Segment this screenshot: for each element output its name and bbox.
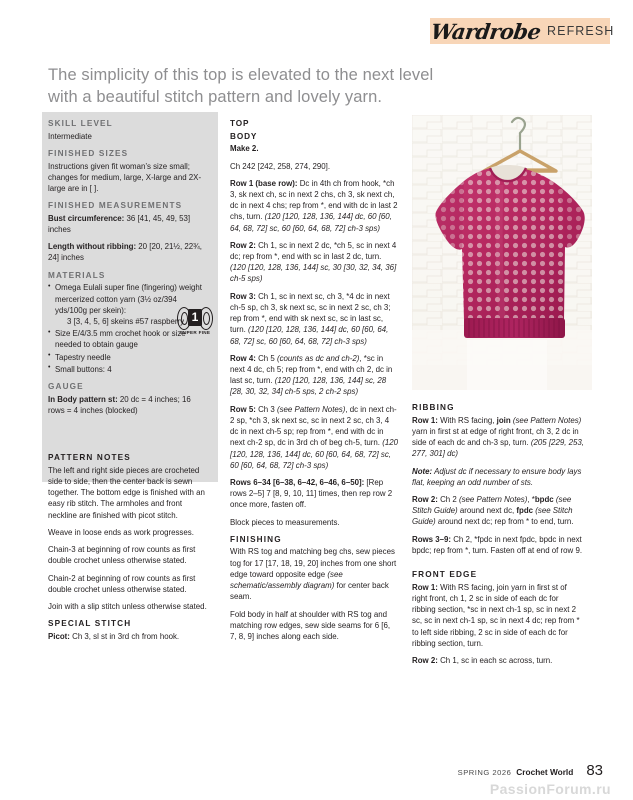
garment-photo (412, 115, 592, 390)
length-without-ribbing (48, 241, 208, 263)
row-5-text-2: , dc in next ch-2 sp, *ch 3, sk next sc, sc in next 2 sc, ch 3, 4 dc in next ch-5 sp; rep from *, end with dc in next ch-2 sp, dc in 3rd ch of beg ch-5, turn. (230, 404, 397, 448)
pattern-notes-heading: PATTERN NOTES (48, 453, 131, 463)
row-5-note: (see Pattern Notes) (276, 404, 346, 414)
finishing-p1b: for center back seam. (230, 581, 389, 602)
pattern-note-4: Chain-2 at beginning of row counts as first double crochet unless otherwise stated. (48, 573, 196, 594)
list-item: • Tapestry needle (48, 352, 208, 363)
picot-label: Picot: (48, 631, 70, 641)
yarn-weight-number: 1 (188, 309, 202, 326)
rows-range-label: Rows 6–34 [6–38, 6–42, 6–46, 6–50]: (230, 477, 365, 487)
row-1-label: Row 1 (base row): (230, 178, 298, 188)
ribbing-note-text: Adjust dc if necessary to ensure body lays flat, keeping an odd number of sts. (412, 466, 582, 487)
picot-value: Ch 3, sl st in 3rd ch from hook. (69, 631, 180, 641)
row-4 (230, 353, 398, 398)
row-1-count: (120 [120, 128, 136, 144] dc, 60 [60, 64, 68, 72] sc, 60 [60, 64, 68, 72] ch-3 sps) (230, 212, 392, 233)
top-heading: TOP (230, 119, 250, 128)
list-item: • Size E/4/3.5 mm crochet hook or size needed to obtain gauge (48, 328, 208, 350)
finishing-paragraph-1 (230, 546, 398, 602)
finishing-paragraph-2: Fold body in half at shoulder with RS tog and matching row edges, sew side seams for 6 [6, 7, 8, 9] inches along each side. (230, 609, 391, 642)
pattern-note-3: Chain-3 at beginning of row counts as first double crochet unless otherwise stated. (48, 545, 196, 566)
ribbing-row-2a: Ch 2 (437, 494, 459, 504)
bust-value: 36 [41, 45, 49, 53] inches (48, 213, 191, 235)
row-5-text: Ch 3 (255, 404, 277, 414)
garment-photo-illustration (412, 115, 592, 390)
ribbing-row-1a: With RS facing, (437, 415, 497, 425)
block-pieces: Block pieces to measurements. (230, 517, 340, 527)
ribbing-rows-3-9-label: Rows 3–9: (412, 534, 452, 544)
ribbing-bpdc: bpdc (534, 494, 554, 504)
ribbing-row-1-count: (205 [229, 253, 277, 301] dc) (412, 438, 584, 459)
row-2-count: (120 [120, 128, 136, 144] sc, 30 [30, 32, 34, 36] ch-5 sps) (230, 263, 397, 284)
front-edge-row-2 (412, 655, 584, 666)
ribbing-rows-3-9 (412, 534, 584, 556)
watermark: PassionForum.ru (489, 781, 611, 797)
banner-script-word: Wardrobe (428, 18, 542, 44)
row-3 (230, 291, 398, 347)
material-yarn: Omega Eulali super fine (fingering) weight mercerized cotton yarn (3½ oz/394 yds/100g per skein): (55, 283, 202, 315)
pattern-note-2: Weave in loose ends as work progresses. (48, 527, 194, 537)
banner-sub-word: REFRESH (547, 23, 615, 38)
yarn-weight-symbol-icon (176, 306, 214, 340)
length-value: 20 [20, 21½, 22¾, 24] inches (48, 242, 202, 263)
ribbing-row-2-note-1: (see Pattern Notes) (458, 494, 528, 504)
row-5-count: (120 [120, 128, 136, 144] dc, 60 [60, 64, 68, 72] sc, 60 [60, 64, 68, 72] ch-3 sps) (230, 438, 398, 470)
row-5 (230, 404, 398, 471)
special-stitch-picot (48, 631, 208, 642)
ribbing-row-2b: , * (527, 494, 535, 504)
middle-column (230, 118, 398, 648)
wardrobe-refresh-banner (430, 15, 615, 47)
ribbing-row-2c: around next dc, (457, 506, 517, 516)
front-edge-heading: FRONT EDGE (412, 570, 478, 580)
bust-label: Bust circumference: (48, 213, 125, 223)
yarn-weight-label: SUPER FINE (179, 330, 211, 335)
deck-line-2: with a beautiful stitch pattern and lovely yarn. (48, 88, 383, 107)
row-4-text: Ch 5 (255, 353, 277, 363)
rows-range (230, 477, 398, 511)
page-number: 83 (586, 762, 603, 779)
row-1-text: Dc in 4th ch from hook, *ch 3, sk next ch, sc in next 2 chs, ch 3, sk next ch, dc in next 4 chs; rep from *, end with dc in last 2 chs, turn. (230, 178, 398, 222)
material-yarn-skeins: 3 [3, 4, 5, 6] skeins #57 raspberry (67, 316, 185, 326)
row-4-text-2: , *sc in next 4 dc, ch 5; rep from *, end with ch 2, dc in last sc, turn. (230, 353, 393, 386)
make-count-text: Make 2. (230, 144, 259, 154)
gauge-heading: GAUGE (48, 382, 84, 392)
ribbing-row-1-note: (see Pattern Notes) (510, 415, 582, 425)
ribbing-row-1b: yarn in first st at edge of right front, ch 3, 2 dc in side of each dc and ch-3 sp, turn. (412, 426, 579, 448)
row-4-label: Row 4: (230, 353, 256, 363)
ribbing-join-word: join (496, 415, 511, 425)
article-deck (48, 64, 468, 109)
ribbing-note-label: Note: (412, 466, 433, 476)
row-2-label: Row 2: (230, 240, 256, 250)
ribbing-heading: RIBBING (412, 403, 455, 412)
ribbing-row-1-label: Row 1: (412, 415, 438, 425)
skein-glyph (176, 306, 214, 330)
length-label: Length without ribbing: (48, 242, 137, 252)
list-item: • Small buttons: 4 (48, 364, 208, 375)
ribbing-row-2-label: Row 2: (412, 494, 438, 504)
make-count (230, 143, 398, 154)
left-column (48, 118, 208, 648)
ribbing-note (412, 466, 584, 488)
row-4-note: (counts as dc and ch-2) (276, 353, 360, 363)
gauge-value (48, 394, 208, 416)
materials-heading: MATERIALS (48, 270, 106, 280)
finished-sizes-body: Instructions given fit woman’s size small; changes for medium, large, X-large and 2X-large are in [ ]. (48, 161, 202, 193)
deck-line-1: The simplicity of this top is elevated to the next level (48, 66, 434, 84)
finished-sizes-heading: FINISHED SIZES (48, 148, 129, 158)
pattern-note-1: The left and right side pieces are crocheted side to side, then the center back is sewn together. The bottom edge is finished with an easy rib stitch. The armholes and front neckline are finished with picot stitch. (48, 465, 205, 520)
front-edge-row-1-text: With RS facing, join yarn in first st of right front, ch 1, 2 sc in side of each dc for ribbing section, *sc in next ch-1 sp, sc in next 2 sc, sc in next ch-1 sp, sc in next 4 dc; rep from * to left side ribbing, 2 sc in side of each dc for ribbing section, turn. (412, 582, 580, 648)
finishing-p1-note: (see schematic/assembly diagram) (230, 569, 343, 591)
bust-circumference (48, 213, 208, 235)
ribbing-row-2d: around next dc; rep from * to end, turn. (435, 517, 574, 527)
skill-level-value: Intermediate (48, 131, 92, 141)
ribbing-fpdc: fpdc (516, 506, 534, 516)
row-2 (230, 240, 398, 285)
finished-measurements-heading: FINISHED MEASUREMENTS (48, 201, 183, 211)
finishing-p1a: With RS tog and matching beg chs, sew pieces tog for 17 [17, 18, 19, 20] inches from one short edge toward opposite edge (230, 547, 397, 579)
ribbing-row-1 (412, 415, 584, 460)
row-1 (230, 178, 398, 234)
front-edge-row-2-text: Ch 1, sc in each sc across, turn. (437, 656, 553, 665)
row-3-text: Ch 1, sc in next sc, ch 3, *4 dc in next ch-5 sp, ch 3, sk next sc, sc in next 2 sc, ch 3; rep from *, end with sk next sc, sc in last sc, turn. (230, 291, 391, 335)
row-4-count: (120 [120, 128, 136, 144] sc, 28 [28, 30, 32, 34] ch-5 sps, 2 ch-2 sps) (230, 376, 387, 397)
right-column (412, 402, 584, 672)
pattern-note-5: Join with a slip stitch unless otherwise stated. (48, 601, 207, 611)
row-5-label: Row 5: (230, 404, 256, 414)
finishing-heading: FINISHING (230, 534, 282, 544)
ribbing-rows-3-9-text: Ch 2, *fpdc in next fpdc, bpdc in next bpdc; rep from *, turn. Fasten off at end of row 9. (412, 534, 583, 555)
magazine-title: Crochet World (516, 767, 574, 777)
starting-chain: Ch 242 [242, 258, 274, 290]. (230, 161, 331, 171)
skill-level-heading: SKILL LEVEL (48, 119, 113, 128)
front-edge-row-2-label: Row 2: (412, 656, 438, 665)
ribbing-row-2-note-2: (see Stitch Guide) (412, 494, 572, 516)
special-stitch-heading: SPECIAL STITCH (48, 619, 132, 629)
gauge-label: In Body pattern st: (48, 394, 118, 404)
issue-label: SPRING 2026 (457, 768, 512, 777)
row-3-label: Row 3: (230, 291, 256, 301)
ribbing-row-2-note-3: (see Stitch Guide) (412, 506, 573, 527)
row-2-text: Ch 1, sc in next 2 dc, *ch 5, sc in next 4 dc; rep from *, end with sc in last 2 dc, turn. (230, 240, 397, 262)
body-heading: BODY (230, 131, 258, 141)
row-3-count: (120 [120, 128, 136, 144] dc, 60 [60, 64, 68, 72] sc, 60 [60, 64, 68, 72] ch-3 sps) (230, 325, 389, 346)
ribbing-row-2 (412, 494, 584, 528)
rows-range-text: [Rep rows 2–5] 7 [8, 9, 10, 11] times, then rep row 2 once more, fasten off. (230, 477, 393, 510)
front-edge-row-1 (412, 582, 584, 649)
front-edge-row-1-label: Row 1: (412, 582, 438, 592)
gauge-measure: 20 dc = 4 inches; 16 rows = 4 inches (blocked) (48, 394, 191, 415)
